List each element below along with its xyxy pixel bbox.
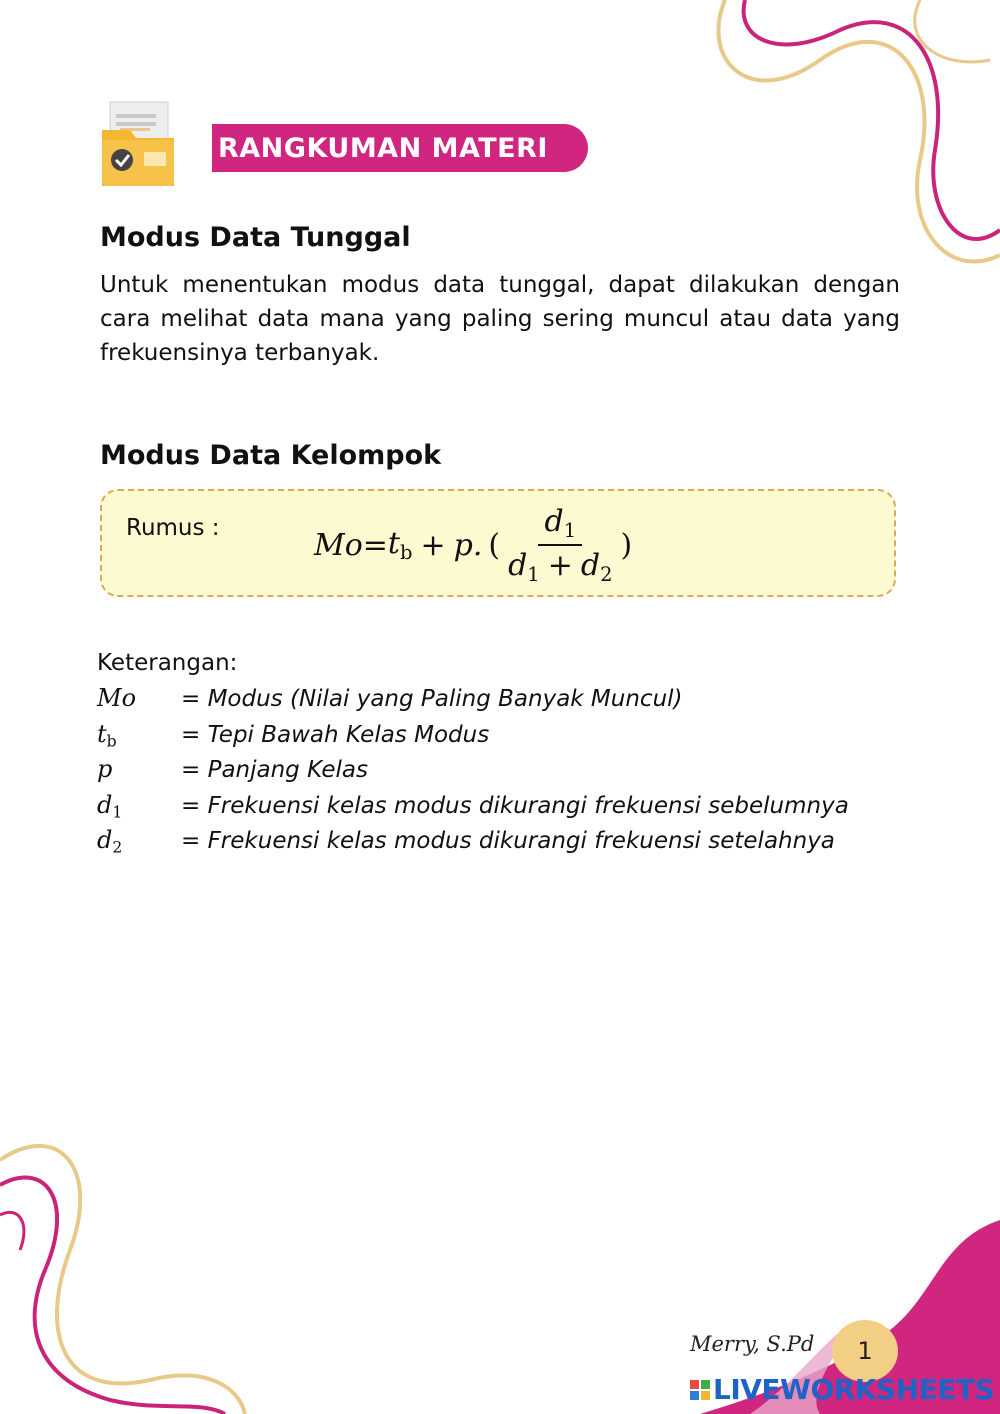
formula-tb: $t_b$ (387, 526, 413, 564)
keterangan-symbol: Mo (97, 683, 137, 712)
formula-box (100, 489, 896, 597)
section-body-tunggal: Untuk menentukan modus data tunggal, dapat dilakukan dengan cara melihat data mana yang paling sering muncul atau data yang frekuensinya terbanyak. (100, 272, 900, 366)
keterangan-definition: = Frekuensi kelas modus dikurangi frekuensi setelahnya (181, 828, 835, 854)
keterangan-row (97, 789, 849, 823)
keterangan-row (97, 824, 835, 858)
keterangan-definition: = Modus (Nilai yang Paling Banyak Muncul) (181, 686, 683, 712)
liveworksheets-logo-icon (690, 1380, 710, 1400)
page-number: 1 (832, 1320, 898, 1382)
folder-document-icon (100, 100, 180, 190)
formula-close-paren: ) (620, 527, 633, 563)
keterangan-definition: = Tepi Bawah Kelas Modus (181, 722, 490, 748)
formula-label: Rumus : (126, 515, 220, 541)
keterangan-definition: = Panjang Kelas (181, 757, 368, 783)
keterangan-definition: = Frekuensi kelas modus dikurangi frekuensi sebelumnya (181, 793, 849, 819)
keterangan-symbol: $d_2$ (97, 825, 123, 857)
keterangan-symbol: $t_b$ (97, 719, 117, 751)
top-right-decoration (690, 0, 1000, 290)
formula-open-paren: ( (488, 527, 501, 563)
header-title: RANGKUMAN MATERI (218, 133, 548, 164)
author-signature: Merry, S.Pd (690, 1332, 815, 1356)
fraction-numerator: $d_1$ (538, 504, 582, 546)
bottom-left-decoration (0, 1130, 260, 1414)
keterangan-title: Keterangan: (97, 650, 238, 676)
fraction-denominator: $d_1 + d_2$ (508, 548, 613, 586)
formula-fraction (502, 504, 618, 586)
formula (314, 505, 632, 585)
formula-p: p. (453, 527, 483, 563)
liveworksheets-watermark (690, 1373, 994, 1406)
formula-equals: = (362, 527, 388, 563)
watermark-text: LIVEWORKSHEETS (713, 1373, 995, 1406)
keterangan-row (97, 682, 683, 716)
keterangan-row (97, 753, 368, 787)
keterangan-symbol: $d_1$ (97, 790, 123, 822)
formula-plus: + (420, 527, 446, 563)
section-heading-tunggal: Modus Data Tunggal (100, 222, 411, 253)
section-heading-kelompok: Modus Data Kelompok (100, 440, 442, 471)
keterangan-row (97, 718, 489, 752)
header-banner (100, 100, 600, 190)
formula-lhs: Mo (314, 527, 363, 563)
keterangan-symbol: p (97, 754, 113, 783)
